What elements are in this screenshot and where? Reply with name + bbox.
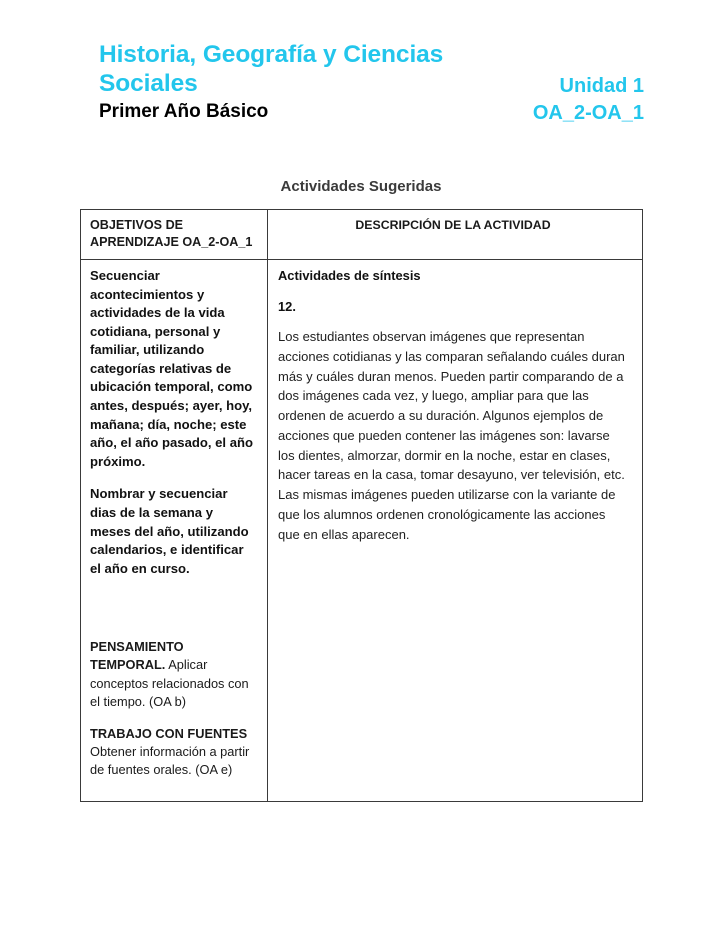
skill-item-2-label: TRABAJO CON FUENTES [90,725,248,741]
header-right-block [560,75,644,99]
objectives-content [81,260,267,801]
column-header-objectives-label: OBJETIVOS DE APRENDIZAJE OA_2-OA_1 [90,218,253,249]
objectives-spacer [90,592,257,638]
grade-label: Primer Año Básico [99,100,269,122]
skill-item-2-text: Obtener información a partir de fuentes orales. (OA e) [90,744,250,778]
activity-heading: Actividades de síntesis [278,268,421,283]
table-header-cell-objectives [81,210,268,260]
skill-item-1 [90,638,257,711]
subject-title: Historia, Geografía y Ciencias Sociales [99,41,444,97]
objective-item-2: Nombrar y secuenciar dias de la semana y meses del año, utilizando calendarios, e identificar el año en curso. [90,486,249,576]
header-top-row [99,41,644,99]
objective-item-1: Secuenciar acontecimientos y actividades de la vida cotidiana, personal y familiar, utilizando categorías relativas de ubicación temporal, como antes, después; ayer, hoy, mañana; día, noche; este año, el año pasado, el año próximo. [90,268,253,469]
objectives-cell [81,260,268,802]
document-header [99,41,644,125]
section-title: Actividades Sugeridas [280,178,442,195]
table-header-row [81,210,643,260]
description-content [268,260,642,552]
skill-item-1-text: Aplicar conceptos relacionados con el tiempo. (OA b) [90,657,249,709]
table-body-row [81,260,643,802]
skill-item-2 [90,725,257,779]
activity-number: 12. [278,299,296,315]
column-header-description-label: DESCRIPCIÓN DE LA ACTIVIDAD [355,218,551,232]
activities-table [80,209,643,802]
skill-item-1-label: PENSAMIENTO TEMPORAL. [90,639,184,673]
header-bottom-row [99,101,644,125]
table-header-cell-description [268,210,643,260]
oa-code-label: OA_2-OA_1 [532,101,644,124]
description-cell [268,260,643,802]
activity-body-text: Los estudiantes observan imágenes que representan acciones cotidianas y las comparan señalando cuáles duran más y cuáles duran menos. Pueden partir comparando de a dos imágenes cada vez, y luego, ampliar para que las ordenen de acuerdo a su duración. Algunos ejemplos de acciones que pueden contener las imágenes son: lavarse los dientes, almorzar, dormir en la noche, estar en clases, hacer tareas en la casa, tomar desayuno, ver televisión, etc. Las mismas imágenes pueden utilizarse con la variante de que los alumnos ordenen cronológicamente las acciones que en ellas aparecen. [278,329,625,542]
unit-label: Unidad 1 [559,74,644,97]
